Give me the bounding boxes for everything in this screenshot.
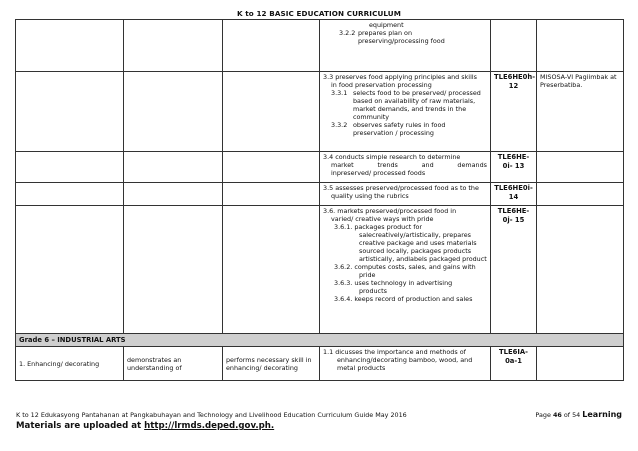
learning-competency-cell	[320, 152, 491, 183]
materials-link[interactable]: http://lrmds.deped.gov.ph.	[144, 421, 275, 431]
content-cell	[16, 347, 124, 381]
lc-sub-heading: 3.6.3. uses technology in advertising	[334, 279, 453, 287]
content-cell	[16, 72, 124, 152]
performance-standard-cell	[223, 183, 320, 206]
resource-cell	[537, 72, 624, 152]
lc-text: equipment	[369, 21, 404, 29]
learning-label: Learning	[582, 410, 622, 419]
content-standard-text: demonstrates an understanding of	[127, 355, 182, 372]
content-standard-cell	[124, 152, 223, 183]
lc-text: inpreserved/ processed foods	[331, 169, 426, 177]
lc-sub-heading: 3.6.4. keeps record of production and sales	[334, 295, 473, 303]
code-cell	[491, 20, 537, 72]
code-text: 14	[508, 192, 519, 201]
content-standard-cell	[124, 20, 223, 72]
learning-competency-cell	[320, 72, 491, 152]
table-row	[16, 72, 624, 152]
learning-competency-cell	[320, 183, 491, 206]
footer-materials	[16, 421, 274, 431]
content-cell	[16, 183, 124, 206]
code-cell	[491, 183, 537, 206]
resource-cell	[537, 206, 624, 334]
learning-competency-cell	[320, 206, 491, 334]
content-standard-cell	[124, 347, 223, 381]
lc-sub-text: prepares plan on	[358, 29, 413, 37]
code-text: 12	[508, 81, 519, 90]
performance-standard-text: performs necessary skill in enhancing/ decorating	[226, 355, 312, 372]
code-text: TLE6HE-	[497, 153, 530, 161]
code-cell	[491, 206, 537, 334]
resource-cell	[537, 347, 624, 381]
resource-cell	[537, 152, 624, 183]
lc-sub-text: preserving/processing food	[358, 37, 445, 45]
lc-text: enhancing/decorating bamboo, wood, and	[337, 356, 473, 364]
lc-text: 3.4 conducts simple research to determine	[323, 153, 461, 161]
content-standard-cell	[124, 206, 223, 334]
lc-text: 3.5 assesses preserved/processed food as to the	[323, 184, 479, 192]
table-row	[16, 347, 624, 381]
lc-text: market trends and demands	[331, 161, 487, 169]
code-text: TLE6HE0h-	[494, 73, 536, 81]
code-cell	[491, 72, 537, 152]
lc-sub-text: products	[359, 287, 387, 295]
grade-label: Grade 6 – INDUSTRIAL ARTS	[16, 334, 624, 347]
code-text: 0j- 15	[502, 215, 525, 224]
lc-sub-text: pride	[359, 271, 376, 279]
performance-standard-cell	[223, 206, 320, 334]
code-text: 0a-1	[505, 356, 522, 365]
table-row	[16, 20, 624, 72]
resource-cell	[537, 20, 624, 72]
code-cell	[491, 152, 537, 183]
content-standard-cell	[124, 183, 223, 206]
footer-guide-text: K to 12 Edukasyong Pantahanan at Pangkabuhayan and Technology and Livelihood Education Curriculum Guide May 2016	[16, 411, 407, 419]
performance-standard-cell	[223, 152, 320, 183]
page-indicator	[535, 410, 622, 419]
code-text: TLE6IA-	[499, 348, 528, 356]
content-standard-cell	[124, 72, 223, 152]
lc-heading: 3.3 preserves food applying principles and skills	[323, 73, 477, 81]
table-row	[16, 152, 624, 183]
lc-sub-number: 3.2.2	[339, 29, 356, 37]
lc-sub-text: selects food to be preserved/ processed based on availability of raw materials, market demands, and trends in the community	[353, 89, 481, 121]
code-text: TLE6HE0i-	[494, 184, 533, 192]
lc-heading: varied/ creative ways with pride	[331, 215, 434, 223]
page-prefix: Page	[535, 411, 551, 419]
lc-sub-text: observes safety rules in food preservation / processing	[353, 121, 446, 137]
lc-sub-text: salecreatively/artistically, prepares creative package and uses materials sourced locally, packages products artistically, andlabels packaged product	[359, 231, 487, 263]
document-title: K to 12 BASIC EDUCATION CURRICULUM	[237, 9, 401, 18]
table-row	[16, 206, 624, 334]
materials-text: Materials are uploaded at	[16, 421, 142, 431]
code-text: 0i- 13	[502, 161, 525, 170]
curriculum-table	[15, 19, 624, 381]
lc-heading: in food preservation processing	[331, 81, 432, 89]
performance-standard-cell	[223, 72, 320, 152]
content-cell	[16, 152, 124, 183]
lc-text: 1.1 dicusses the importance and methods of	[323, 348, 466, 356]
lc-heading: 3.6. markets preserved/processed food in	[323, 207, 457, 215]
content-cell	[16, 206, 124, 334]
grade-header-row	[16, 334, 624, 347]
lc-text: metal products	[337, 364, 386, 372]
content-text: 1. Enhancing/ decorating	[19, 359, 100, 368]
lc-sub-heading: 3.6.1. packages product for	[334, 223, 423, 231]
resource-cell	[537, 183, 624, 206]
content-cell	[16, 20, 124, 72]
footer	[16, 410, 622, 419]
code-text: TLE6HE-	[497, 207, 530, 215]
code-cell	[491, 347, 537, 381]
performance-standard-cell	[223, 20, 320, 72]
table-row	[16, 183, 624, 206]
performance-standard-cell	[223, 347, 320, 381]
resource-text: MISOSA-VI Pagiimbak at Preserbatiba.	[540, 73, 617, 89]
page-total: of 54	[563, 411, 581, 419]
page-number: 46	[552, 411, 562, 419]
learning-competency-cell	[320, 20, 491, 72]
lc-sub-number: 3.3.1	[331, 89, 348, 97]
learning-competency-cell	[320, 347, 491, 381]
lc-text: quality using the rubrics	[331, 192, 409, 200]
lc-sub-heading: 3.6.2. computes costs, sales, and gains with	[334, 263, 476, 271]
lc-sub-number: 3.3.2	[331, 121, 348, 129]
